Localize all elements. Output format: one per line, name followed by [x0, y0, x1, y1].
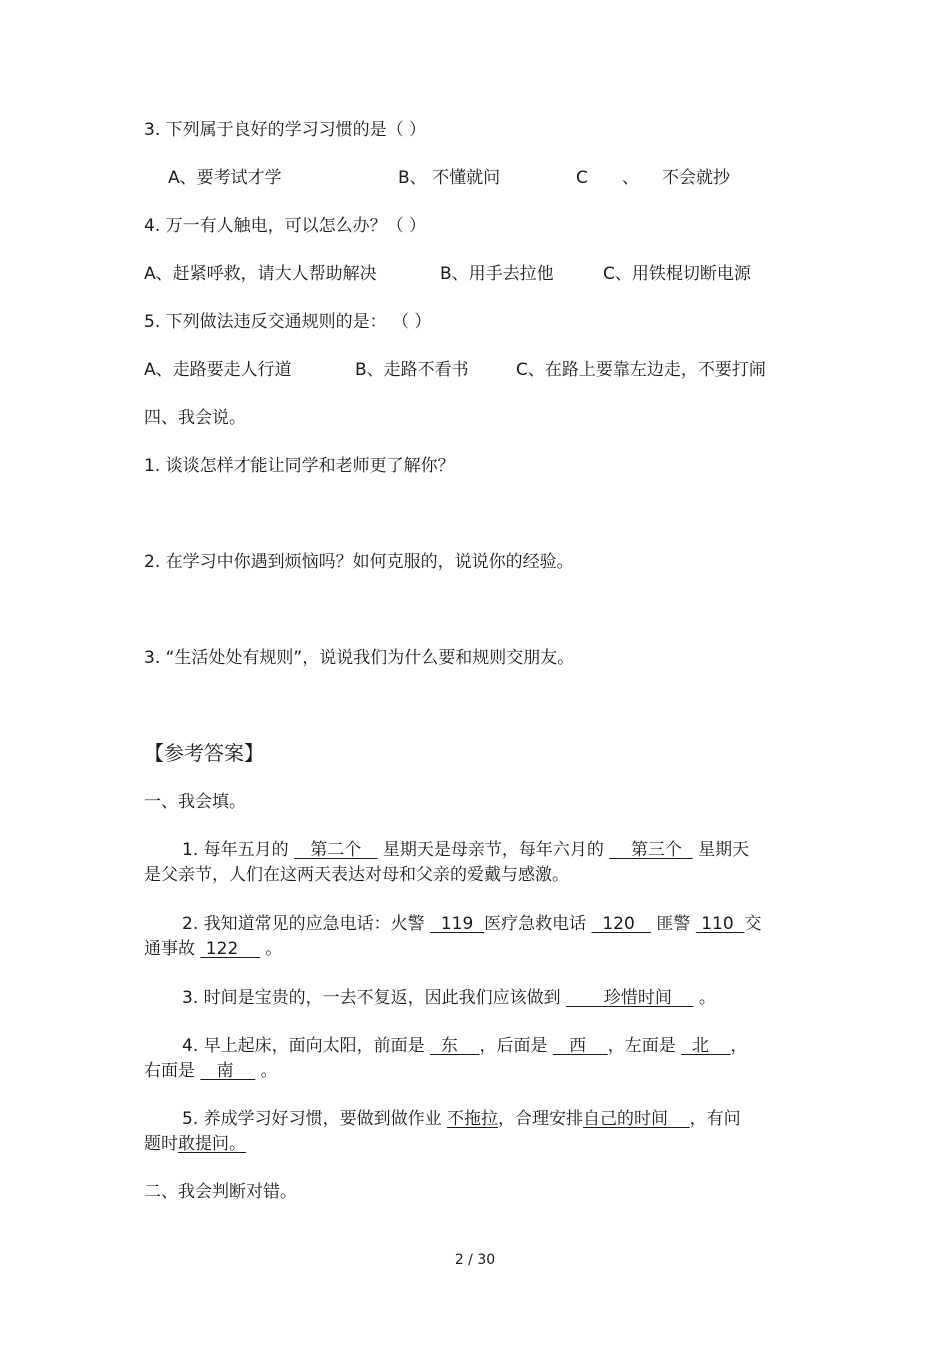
answer-1-line-1: 1. 每年五月的 第二个 星期天是母亲节，每年六月的 第三个 星期天 [182, 840, 750, 860]
blank-answer: 西 [552, 1036, 608, 1056]
section-4-item-3: 3. “生活处处有规则”，说说我们为什么要和规则交朋友。 [144, 648, 575, 668]
blank-answer: 南 [200, 1061, 256, 1081]
option-c-letter: C [576, 168, 588, 188]
option-c: 不会就抄 [662, 168, 730, 188]
question-4-stem: 4. 万一有人触电，可以怎么办？（ ） [144, 216, 427, 236]
answer-3-line-1: 3. 时间是宝贵的，一去不复返，因此我们应该做到 珍惜时间 。 [182, 988, 716, 1008]
option-a: A、走路要走人行道 [144, 360, 292, 380]
blank-answer: 不拖拉 [447, 1109, 499, 1129]
blank-answer: 122 [200, 939, 260, 959]
option-a: A、要考试才学 [168, 168, 282, 188]
section-4-item-2: 2. 在学习中你遇到烦恼吗？如何克服的，说说你的经验。 [144, 552, 574, 572]
section-4-item-1: 1. 谈谈怎样才能让同学和老师更了解你？ [144, 456, 455, 476]
blank-answer: 自己的时间 [583, 1109, 690, 1129]
option-c-separator: 、 [622, 168, 639, 188]
blank-answer: 120 [591, 914, 651, 934]
blank-answer: 119 [430, 914, 485, 934]
option-b: B、走路不看书 [355, 360, 469, 380]
blank-answer: 北 [681, 1036, 731, 1056]
answer-2-line-2: 通事故 122 。 [144, 939, 283, 959]
page-number: 2 / 30 [454, 1252, 496, 1268]
answer-4-line-2: 右面是 南 。 [144, 1061, 278, 1081]
question-5-stem: 5. 下列做法违反交通规则的是： （ ） [144, 312, 432, 332]
blank-answer: 珍惜时间 [566, 988, 694, 1008]
answer-4-line-1: 4. 早上起床，面向太阳，前面是 东 ，后面是 西 ，左面是 北 ， [182, 1036, 748, 1056]
option-c: C、在路上要靠左边走，不要打闹 [516, 360, 766, 380]
blank-answer: 110 [695, 914, 745, 934]
option-a: A、赶紧呼救，请大人帮助解决 [144, 264, 377, 284]
answer-5-line-2: 题时敢提问。 [144, 1134, 246, 1154]
option-b: B、 不懂就问 [398, 168, 501, 188]
option-c: C、用铁棍切断电源 [603, 264, 751, 284]
blank-answer: 敢提问。 [178, 1134, 246, 1154]
blank-answer: 第二个 [294, 840, 378, 860]
answer-1-line-2: 是父亲节，人们在这两天表达对母和父亲的爱戴与感激。 [144, 865, 569, 885]
answers-section-2-heading: 二、我会判断对错。 [144, 1182, 297, 1202]
answers-heading: 【参考答案】 [144, 741, 264, 765]
answer-5-line-1: 5. 养成学习好习惯，要做到做作业 不拖拉，合理安排自己的时间 ，有问 [182, 1109, 741, 1129]
blank-answer: 第三个 [609, 840, 693, 860]
question-3-stem: 3. 下列属于良好的学习习惯的是（ ） [144, 120, 427, 140]
answer-2-line-1: 2. 我知道常见的应急电话：火警 119 医疗急救电话 120 匪警 110 交 [182, 914, 762, 934]
section-4-heading: 四、我会说。 [144, 408, 246, 428]
option-b: B、用手去拉他 [440, 264, 554, 284]
blank-answer: 东 [430, 1036, 480, 1056]
answers-section-1-heading: 一、我会填。 [144, 792, 246, 812]
